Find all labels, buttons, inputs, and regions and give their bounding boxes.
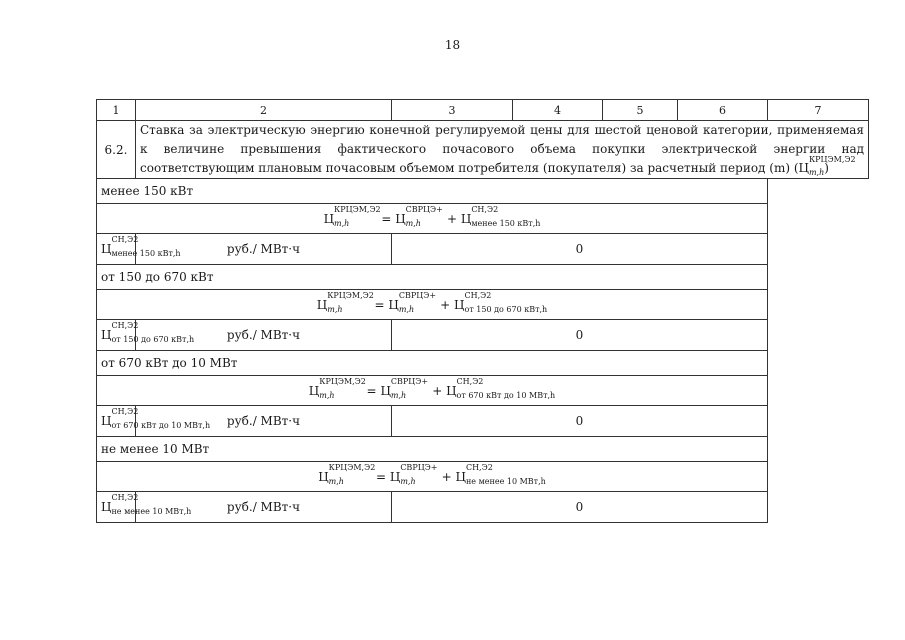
symbol-index bbox=[111, 407, 211, 430]
section-row bbox=[97, 265, 869, 290]
section-title: менее 150 кВт bbox=[97, 179, 768, 204]
symbol-index bbox=[390, 376, 429, 400]
symbol-index bbox=[111, 493, 192, 516]
symbol-index bbox=[398, 290, 437, 314]
unit-cell: руб./ МВт·ч bbox=[136, 234, 392, 265]
symbol-subscript: m,h bbox=[390, 390, 407, 400]
symbol-index bbox=[464, 290, 548, 314]
description-text: Ставка за электрическую энергию конечной регулируемой цены для шестой ценовой категории, применяемая к величине превышения фактического почасового объема покупки электрической энергии над соответствующим плановым почасовым объемом потребителя (покупателя) за расчетный период (m) ( bbox=[140, 123, 864, 175]
symbol-subscript: m,h bbox=[334, 218, 350, 228]
symbol-subscript: от 670 кВт до 10 МВт,h bbox=[111, 421, 211, 430]
formula-expression bbox=[318, 462, 546, 486]
symbol-index bbox=[111, 235, 181, 258]
formula-row bbox=[97, 290, 869, 320]
value-row bbox=[97, 320, 869, 351]
price-symbol: Ц bbox=[446, 383, 457, 398]
column-number: 2 bbox=[136, 100, 392, 121]
symbol-superscript: СН,Э2 bbox=[111, 493, 139, 502]
symbol-subscript: m,h bbox=[398, 304, 415, 314]
symbol-superscript: СН,Э2 bbox=[465, 462, 493, 472]
column-number: 1 bbox=[97, 100, 136, 121]
symbol-subscript: от 150 до 670 кВт,h bbox=[464, 304, 548, 314]
unit-cell: руб./ МВт·ч bbox=[136, 320, 392, 351]
symbol-index bbox=[319, 376, 366, 400]
section-row bbox=[97, 437, 869, 462]
price-symbol: Ц bbox=[455, 469, 466, 484]
symbol-subscript: от 150 до 670 кВт,h bbox=[111, 335, 195, 344]
formula bbox=[97, 376, 768, 406]
symbol-subscript: менее 150 кВт,h bbox=[111, 249, 181, 258]
price-symbol: Ц bbox=[389, 469, 401, 484]
formula-expression bbox=[308, 376, 556, 400]
column-number: 7 bbox=[768, 100, 869, 121]
price-symbol: Ц bbox=[101, 500, 112, 514]
value-row bbox=[97, 234, 869, 265]
component-symbol bbox=[97, 234, 181, 265]
value-cell: 0 bbox=[392, 320, 768, 351]
symbol-index bbox=[471, 204, 541, 228]
symbol-subscript: не менее 10 МВт,h bbox=[465, 476, 546, 486]
symbol-subscript: не менее 10 МВт,h bbox=[111, 507, 192, 516]
equals-sign: = bbox=[381, 211, 392, 226]
equals-sign: = bbox=[375, 469, 387, 484]
price-symbol: Ц bbox=[101, 328, 112, 342]
symbol-superscript: СН,Э2 bbox=[464, 290, 492, 300]
value-cell: 0 bbox=[392, 406, 768, 437]
component-symbol bbox=[97, 320, 195, 351]
symbol-index bbox=[327, 290, 374, 314]
description-superscript: КРЦЭМ,Э2 bbox=[808, 155, 856, 164]
symbol-superscript: СН,Э2 bbox=[471, 204, 499, 214]
section-title: от 670 кВт до 10 МВт bbox=[97, 351, 768, 376]
value-cell: 0 bbox=[392, 234, 768, 265]
symbol-superscript: КРЦЭМ,Э2 bbox=[328, 462, 376, 472]
symbol-index bbox=[334, 204, 381, 228]
column-number: 4 bbox=[513, 100, 603, 121]
symbol-superscript: СВРЦЭ+ bbox=[405, 204, 443, 214]
unit-cell: руб./ МВт·ч bbox=[136, 492, 392, 523]
symbol-superscript: КРЦЭМ,Э2 bbox=[319, 376, 366, 386]
symbol-superscript: СВРЦЭ+ bbox=[398, 290, 437, 300]
value-row bbox=[97, 406, 869, 437]
plus-sign: + bbox=[446, 211, 458, 226]
symbol-index bbox=[405, 204, 443, 228]
symbol-superscript: СН,Э2 bbox=[456, 376, 484, 386]
unit-cell: руб./ МВт·ч bbox=[136, 406, 392, 437]
item-description bbox=[136, 121, 869, 179]
component-expression bbox=[101, 407, 211, 430]
symbol-superscript: СН,Э2 bbox=[111, 407, 139, 416]
price-symbol: Ц bbox=[380, 383, 391, 398]
symbol-superscript: СН,Э2 bbox=[111, 235, 139, 244]
price-symbol: Ц bbox=[323, 211, 335, 226]
column-number: 6 bbox=[678, 100, 768, 121]
price-symbol: Ц bbox=[308, 383, 320, 398]
symbol-subscript: от 670 кВт до 10 МВт,h bbox=[456, 390, 556, 400]
section-title: не менее 10 МВт bbox=[97, 437, 768, 462]
price-symbol: Ц bbox=[454, 297, 465, 312]
price-symbol: Ц bbox=[101, 414, 112, 428]
symbol-subscript: менее 150 кВт,h bbox=[471, 218, 541, 228]
value-row bbox=[97, 492, 869, 523]
symbol-superscript: СН,Э2 bbox=[111, 321, 139, 330]
symbol-superscript: СВРЦЭ+ bbox=[390, 376, 429, 386]
formula-expression bbox=[323, 204, 541, 228]
formula-expression bbox=[316, 290, 548, 314]
formula-row bbox=[97, 462, 869, 492]
column-number: 3 bbox=[392, 100, 513, 121]
price-symbol: Ц bbox=[316, 297, 328, 312]
price-symbol: Ц bbox=[460, 211, 472, 226]
column-number: 5 bbox=[603, 100, 678, 121]
section-title: от 150 до 670 кВт bbox=[97, 265, 768, 290]
formula-row bbox=[97, 204, 869, 234]
symbol-subscript: m,h bbox=[328, 476, 344, 486]
component-symbol bbox=[97, 492, 192, 523]
price-symbol: Ц bbox=[318, 469, 329, 484]
price-symbol: Ц bbox=[395, 211, 406, 226]
section-row bbox=[97, 179, 869, 204]
component-expression bbox=[101, 493, 192, 516]
description-symbol: Ц bbox=[798, 161, 809, 175]
symbol-index bbox=[456, 376, 556, 400]
description-index bbox=[808, 155, 856, 177]
symbol-subscript: m,h bbox=[319, 390, 335, 400]
section-row bbox=[97, 351, 869, 376]
sections bbox=[97, 179, 869, 523]
formula bbox=[97, 462, 768, 492]
symbol-superscript: СВРЦЭ+ bbox=[400, 462, 438, 472]
component-expression bbox=[101, 321, 195, 344]
description-subscript: m,h bbox=[808, 168, 825, 177]
symbol-index bbox=[111, 321, 195, 344]
plus-sign: + bbox=[440, 297, 451, 312]
symbol-subscript: m,h bbox=[400, 476, 416, 486]
formula bbox=[97, 204, 768, 234]
price-symbol: Ц bbox=[101, 242, 112, 256]
equals-sign: = bbox=[366, 383, 377, 398]
value-cell: 0 bbox=[392, 492, 768, 523]
symbol-index bbox=[400, 462, 438, 486]
item-number: 6.2. bbox=[97, 121, 136, 179]
plus-sign: + bbox=[441, 469, 452, 484]
symbol-subscript: m,h bbox=[327, 304, 343, 314]
formula-row bbox=[97, 376, 869, 406]
symbol-superscript: КРЦЭМ,Э2 bbox=[334, 204, 381, 214]
equals-sign: = bbox=[374, 297, 385, 312]
symbol-index bbox=[465, 462, 546, 486]
symbol-index bbox=[328, 462, 376, 486]
plus-sign: + bbox=[432, 383, 443, 398]
column-number-row bbox=[97, 100, 869, 121]
component-symbol bbox=[97, 406, 211, 437]
item-row bbox=[97, 121, 869, 179]
component-expression bbox=[101, 235, 181, 258]
page-number: 18 bbox=[444, 38, 461, 52]
formula bbox=[97, 290, 768, 320]
description-close: ) bbox=[824, 161, 829, 175]
tariff-table bbox=[96, 99, 869, 523]
symbol-superscript: КРЦЭМ,Э2 bbox=[327, 290, 374, 300]
price-symbol: Ц bbox=[388, 297, 399, 312]
symbol-subscript: m,h bbox=[405, 218, 421, 228]
